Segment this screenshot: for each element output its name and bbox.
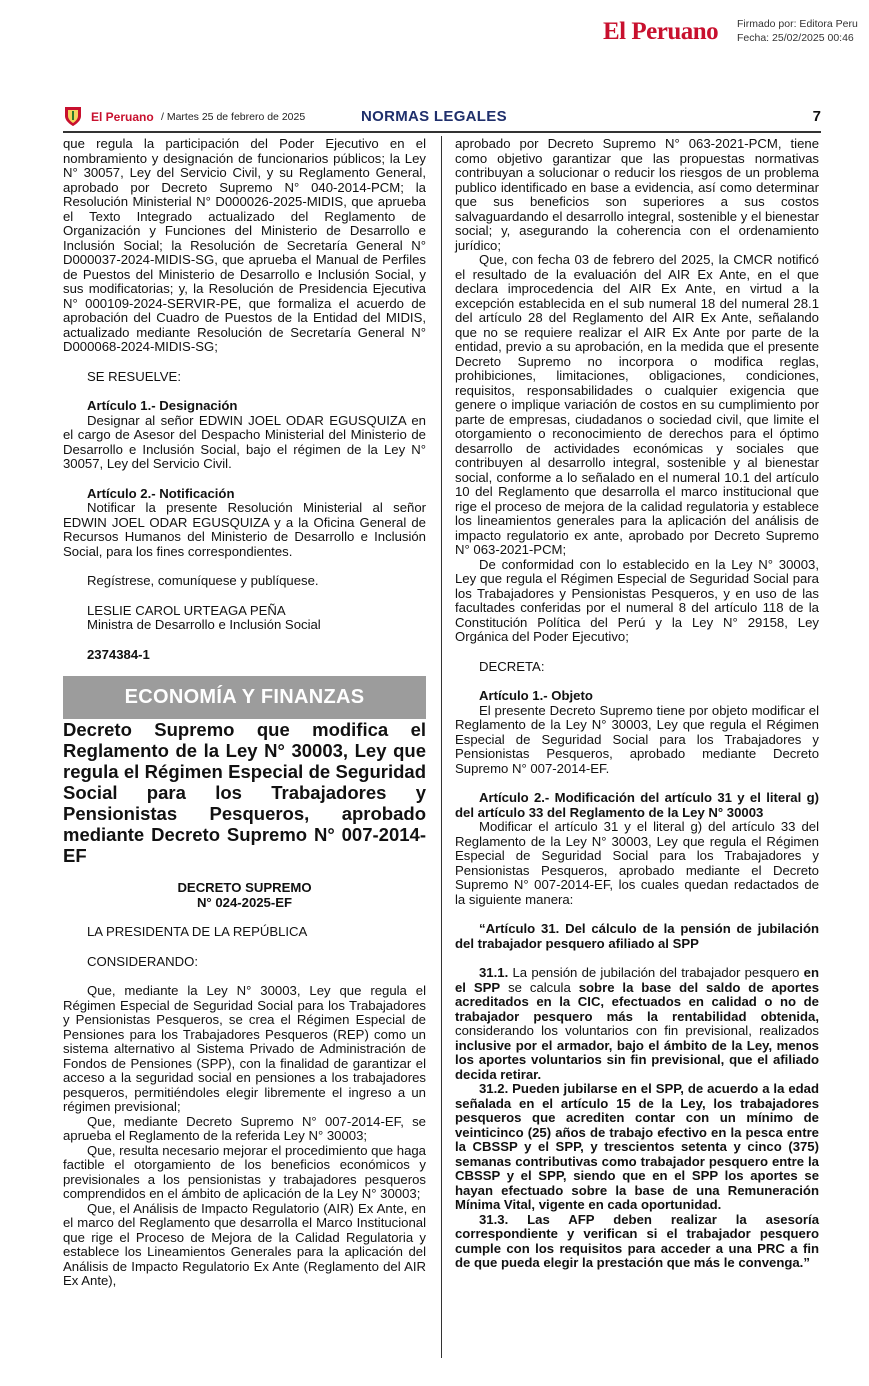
section-31-1-number: 31.1.	[479, 965, 509, 980]
decree-article-2-text: Modificar el artículo 31 y el literal g) del artículo 33 del Reglamento de la Ley N° 30003, Ley que regula el Régimen Especial de Seguridad Social para los Trabajadores y Pensionistas Pesqueros, aprobado mediante el Decreto Supremo N° 007-2014-EF, los cuales quedan redactados de la siguiente manera:	[455, 819, 819, 907]
section-31-1-part-d: sobre la base del saldo de aportes acreditados en la CIC, efectuados en calidad o no de trabajador pesquero más la rentabilidad obtenida,	[455, 979, 820, 1024]
left-column	[63, 137, 426, 1289]
considerando-4: Que, el Análisis de Impacto Regulatorio (AIR) Ex Ante, en el marco del Reglamento que desarrolla el Marco Institucional que rige el Proceso de Mejora de la Calidad Regulatoria y establece los Lineamientos Generales para la aplicación del Análisis de Impacto Regulatorio Ex Ante (Reglamento del AIR Ex Ante),	[63, 1200, 426, 1288]
digital-signature	[737, 17, 858, 45]
section-31-1-part-a: La pensión de jubilación del trabajador pesquero	[512, 965, 800, 980]
presidenta: LA PRESIDENTA DE LA REPÚBLICA	[87, 924, 308, 939]
decree-label: DECRETO SUPREMO	[177, 880, 312, 895]
decree-article-1-text: El presente Decreto Supremo tiene por objeto modificar el Reglamento de la Ley N° 30003, Ley que regula el Régimen Especial de Seguridad Social para los Trabajadores y Pensionistas Pesqueros, aprobado mediante Decreto Supremo N° 007-2014-EF.	[455, 702, 819, 776]
page-header	[63, 104, 821, 130]
considerando-3: Que, resulta necesario mejorar el procedimiento que haga factible el otorgamiento de los beneficios económicos y previsionales a los pensionistas y trabajadores pesqueros comprendidos en el ámbito de aplicación de la Ley N° 30003;	[63, 1142, 426, 1201]
section-31-1-part-e: considerando los voluntarios con fin previsional, realizados	[455, 1023, 819, 1038]
right-paragraph-3: De conformidad con lo establecido en la Ley N° 30003, Ley que regula el Régimen Especial de Seguridad Social para los Trabajadores y Pensionistas Pesqueros, y en uso de las facultades conferidas por el numeral 8 del artículo 118 de la Constitución Política del Perú y la Ley N° 29158, Ley Orgánica del Poder Ejecutivo;	[455, 556, 819, 644]
section-31-1-part-f: inclusive por el armador, bajo el ámbito de la Ley, menos los aportes voluntarios sin fin previsional, que el afiliado decida retirar.	[455, 1037, 819, 1082]
considerando: CONSIDERANDO:	[87, 953, 198, 969]
reference-number: 2374384-1	[87, 646, 150, 662]
article-31-title: “Artículo 31. Del cálculo de la pensión de jubilación del trabajador pesquero afiliado al SPP	[455, 921, 819, 951]
section-31-1-part-b: en el SPP	[455, 965, 819, 995]
decree-title: Decreto Supremo que modifica el Reglamento de la Ley N° 30003, Ley que regula el Régimen Especial de Seguridad Social para los Trabajadores y Pensionistas Pesqueros, aprobado mediante Decreto Supremo N° 007-2014-EF	[63, 719, 426, 866]
header-brand: El Peruano	[91, 110, 154, 124]
signer-name: LESLIE CAROL URTEAGA PEÑA	[87, 602, 286, 618]
section-31-2: 31.2. Pueden jubilarse en el SPP, de acuerdo a la edad señalada en el artículo 15 de la Ley, los trabajadores pesqueros que acrediten contar con un mínimo de veinticinco (25) años de trabajo efectivo en la pesca entre la CBSSP y el SPP, y trescientos setenta y cinco (375) semanas contributivas como trabajador pesquero entre la CBSSP y el SPP, siendo que en el SPP los aportes se hayan efectuado sobre la base de una Remuneración Mínima Vital, vigente en cada oportunidad.	[455, 1081, 819, 1212]
right-paragraph-2: Que, con fecha 03 de febrero del 2025, la CMCR notificó el resultado de la evaluación del AIR Ex Ante, en el que declara improcedencia del AIR Ex Ante, en virtud a la excepción establecida en el sub numeral 18 del numeral 28.1 del artículo 28 del Reglamento del AIR Ex Ante, señalando que no se requiere realizar el AIR Ex Ante por parte de la entidad, previo a su aprobación, en la medida que el presente Decreto Supremo no incorpora o modifica reglas, prohibiciones, limitaciones, obligaciones, condiciones, requisitos, responsabilidades o cualquier exigencia que genere o implique variación de costos en su cumplimiento por parte de empresas, ciudadanos o sociedad civil, que limite el otorgamiento o reconocimiento de derechos para el óptimo desarrollo de actividades económicas y sociales que contribuyen al desarrollo integral, sostenible y al bienestar social, conforme a lo señalado en el numeral 10.1 del artículo 10 del Reglamento que desarrolla el marco institucional que rige el proceso de mejora de la calidad regulatoria y establece los lineamientos generales para la aplicación del análisis de impacto regulatorio ex ante, aprobado por Decreto Supremo N° 063-2021-PCM;	[455, 252, 819, 557]
right-column	[455, 137, 819, 1271]
section-31-3: 31.3. Las AFP deben realizar la asesoría correspondiente y verifican si el trabajador pesquero cumple con los requisitos para acceder a una PRC a fin de que pueda elegir la prestación que más le convenga.”	[455, 1211, 819, 1270]
signed-date: Fecha: 25/02/2025 00:46	[737, 32, 854, 44]
article-2-text: Notificar la presente Resolución Ministerial al señor EDWIN JOEL ODAR EGUSQUIZA y a la Oficina General de Recursos Humanos del Ministerio de Desarrollo e Inclusión Social, para los fines correspondientes.	[63, 500, 426, 559]
registrese: Regístrese, comuníquese y publíquese.	[87, 573, 319, 588]
article-1-text: Designar al señor EDWIN JOEL ODAR EGUSQUIZA en el cargo de Asesor del Despacho Ministerial del Ministerio de Desarrollo e Inclusión Social, bajo el régimen de la Ley N° 30057, Ley del Servicio Civil.	[63, 412, 426, 471]
column-divider	[441, 136, 442, 1358]
decree-article-2-title: Artículo 2.- Modificación del artículo 31 y el literal g) del artículo 33 del Reglamento de la Ley N° 30003	[455, 790, 819, 820]
header-section-title: NORMAS LEGALES	[361, 108, 507, 125]
section-banner: ECONOMÍA Y FINANZAS	[63, 676, 426, 719]
page-number: 7	[812, 108, 821, 125]
right-paragraph-1: aprobado por Decreto Supremo N° 063-2021-PCM, tiene como objetivo garantizar que las propuestas normativas contribuyan a solucionar o reducir los riesgos de un problema publico identificado en base a evidencia, así como determinar que sus beneficios son superiores a sus costos salvaguardando el desarrollo integral, sostenible y el bienestar social; y, asegurando la coherencia con el ordenamiento jurídico;	[455, 136, 819, 253]
section-31-1	[455, 966, 819, 1082]
se-resuelve: SE RESUELVE:	[87, 368, 181, 384]
coat-of-arms-icon	[63, 105, 83, 127]
intro-paragraph: que regula la participación del Poder Ejecutivo en el nombramiento y designación de funcionarios públicos; la Ley N° 30057, Ley del Servicio Civil, y su Reglamento General, aprobado por Decreto Supremo N° 040-2014-PCM; la Resolución Ministerial N° D000026-2025-MIDIS, que aprueba el Texto Integrado actualizado del Reglamento de Organización y Funciones del Ministerio de Desarrollo e Inclusión Social; la Resolución de Secretaría General N° D000037-2024-MIDIS-SG, que aprueba el Manual de Perfiles de Puestos del Ministerio de Desarrollo e Inclusión Social, y sus modificatorias; y, la Resolución de Presidencia Ejecutiva N° 000109-2024-SERVIR-PE, que formaliza el acuerdo de aprobación del Cuadro de Puestos de la Entidad del MIDIS, actualizado mediante Resolución de Secretaría General N° D000068-2024-MIDIS-SG;	[63, 136, 426, 354]
signer-role: Ministra de Desarrollo e Inclusión Social	[87, 617, 321, 632]
section-31-1-part-c: se calcula	[508, 979, 571, 995]
header-divider	[63, 131, 821, 133]
considerando-2: Que, mediante Decreto Supremo N° 007-2014-EF, se aprueba el Reglamento de la referida Ley N° 30003;	[63, 1113, 426, 1143]
article-2-title: Artículo 2.- Notificación	[87, 485, 235, 501]
header-date: / Martes 25 de febrero de 2025	[161, 111, 306, 123]
el-peruano-logo: El Peruano	[603, 18, 719, 45]
decreta: DECRETA:	[479, 658, 545, 674]
signed-by: Firmado por: Editora Peru	[737, 18, 858, 30]
decree-article-1-title: Artículo 1.- Objeto	[479, 688, 593, 703]
article-1-title: Artículo 1.- Designación	[87, 398, 238, 413]
decree-number: N° 024-2025-EF	[196, 894, 293, 910]
considerando-1: Que, mediante la Ley N° 30003, Ley que regula el Régimen Especial de Seguridad Social para los Trabajadores y Pensionistas Pesqueros, se crea el Régimen Especial de Pensiones para los Trabajadores Pesqueros (REP) como un sistema alternativo al Sistema Privado de Administración de Fondos de Pensiones (SPP), con la finalidad de garantizar el acceso a la seguridad social en pensiones a los trabajadores pesqueros, permitiéndoles elegir libremente el ingreso a un régimen previsional;	[63, 983, 426, 1114]
